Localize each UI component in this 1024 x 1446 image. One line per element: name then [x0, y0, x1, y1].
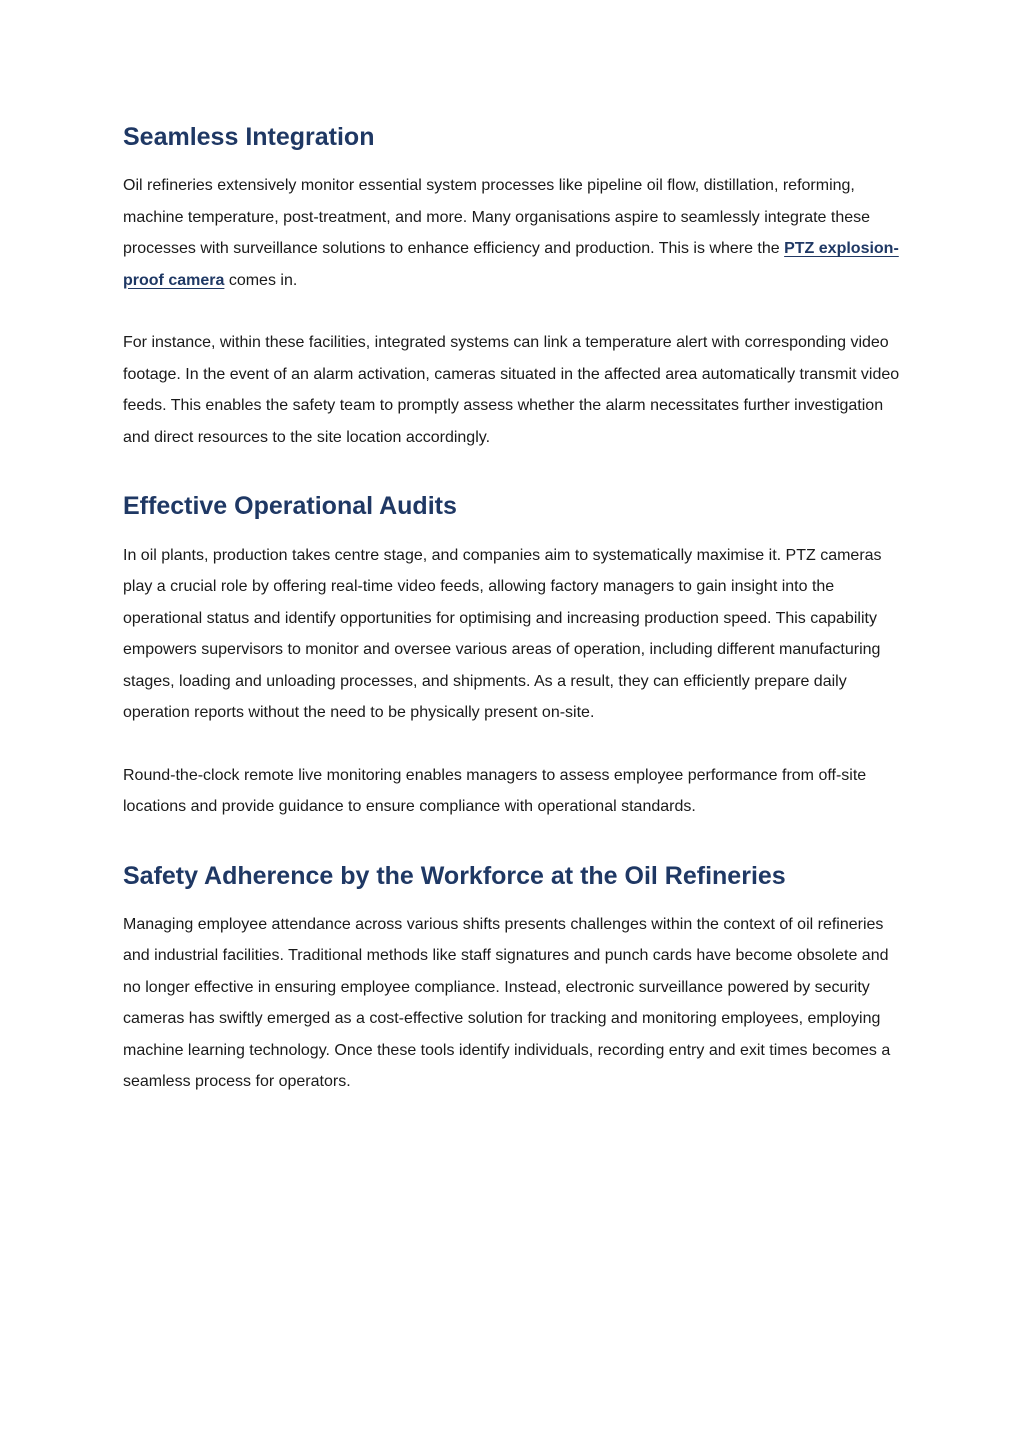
paragraph: Round-the-clock remote live monitoring enables managers to assess employee performance from off-site locations and provide guidance to ensure compliance with operational standards.	[123, 766, 867, 815]
section-seamless-integration	[123, 122, 902, 453]
section-heading-effective-operational-audits: Effective Operational Audits	[123, 492, 457, 521]
paragraph	[123, 170, 902, 296]
paragraph-text: comes in.	[224, 271, 298, 289]
section-heading-seamless-integration: Seamless Integration	[123, 123, 375, 151]
paragraph: In oil plants, production takes centre stage, and companies aim to systematically maximise it. PTZ cameras play a crucial role by offering real-time video feeds, allowing factory managers to gain insight into the operational status and identify opportunities for optimising and increasing production speed. This capability empowers supervisors to monitor and oversee various areas of operation, including different manufacturing stages, loading and unloading processes, and shipments. As a result, they can efficiently prepare daily operation reports without the need to be physically present on-site.	[123, 546, 882, 721]
section-heading-safety-adherence: Safety Adherence by the Workforce at the Oil Refineries	[123, 861, 786, 890]
paragraph: For instance, within these facilities, integrated systems can link a temperature alert with corresponding video footage. In the event of an alarm activation, cameras situated in the affected area automatically transmit video feeds. This enables the safety team to promptly assess whether the alarm necessitates further investigation and direct resources to the site location accordingly.	[123, 334, 900, 446]
section-safety-adherence	[123, 861, 902, 1098]
section-effective-operational-audits	[123, 491, 902, 822]
paragraph: Managing employee attendance across various shifts presents challenges within the context of oil refineries and industrial facilities. Traditional methods like staff signatures and punch cards have become obsolete and no longer effective in ensuring employee compliance. Instead, electronic surveillance powered by security cameras has swiftly emerged as a cost-effective solution for tracking and monitoring employees, employing machine learning technology. Once these tools identify individuals, recording entry and exit times becomes a seamless process for operators.	[123, 915, 891, 1091]
ptz-explosion-proof-camera-link[interactable]: PTZ explosion-proof camera	[123, 240, 899, 289]
paragraph-text: Oil refineries extensively monitor essential system processes like pipeline oil flow, distillation, reforming, machine temperature, post-treatment, and more. Many organisations aspire to seamlessly integrate these processes with surveillance solutions to enhance efficiency and production. This is where the	[123, 177, 871, 258]
